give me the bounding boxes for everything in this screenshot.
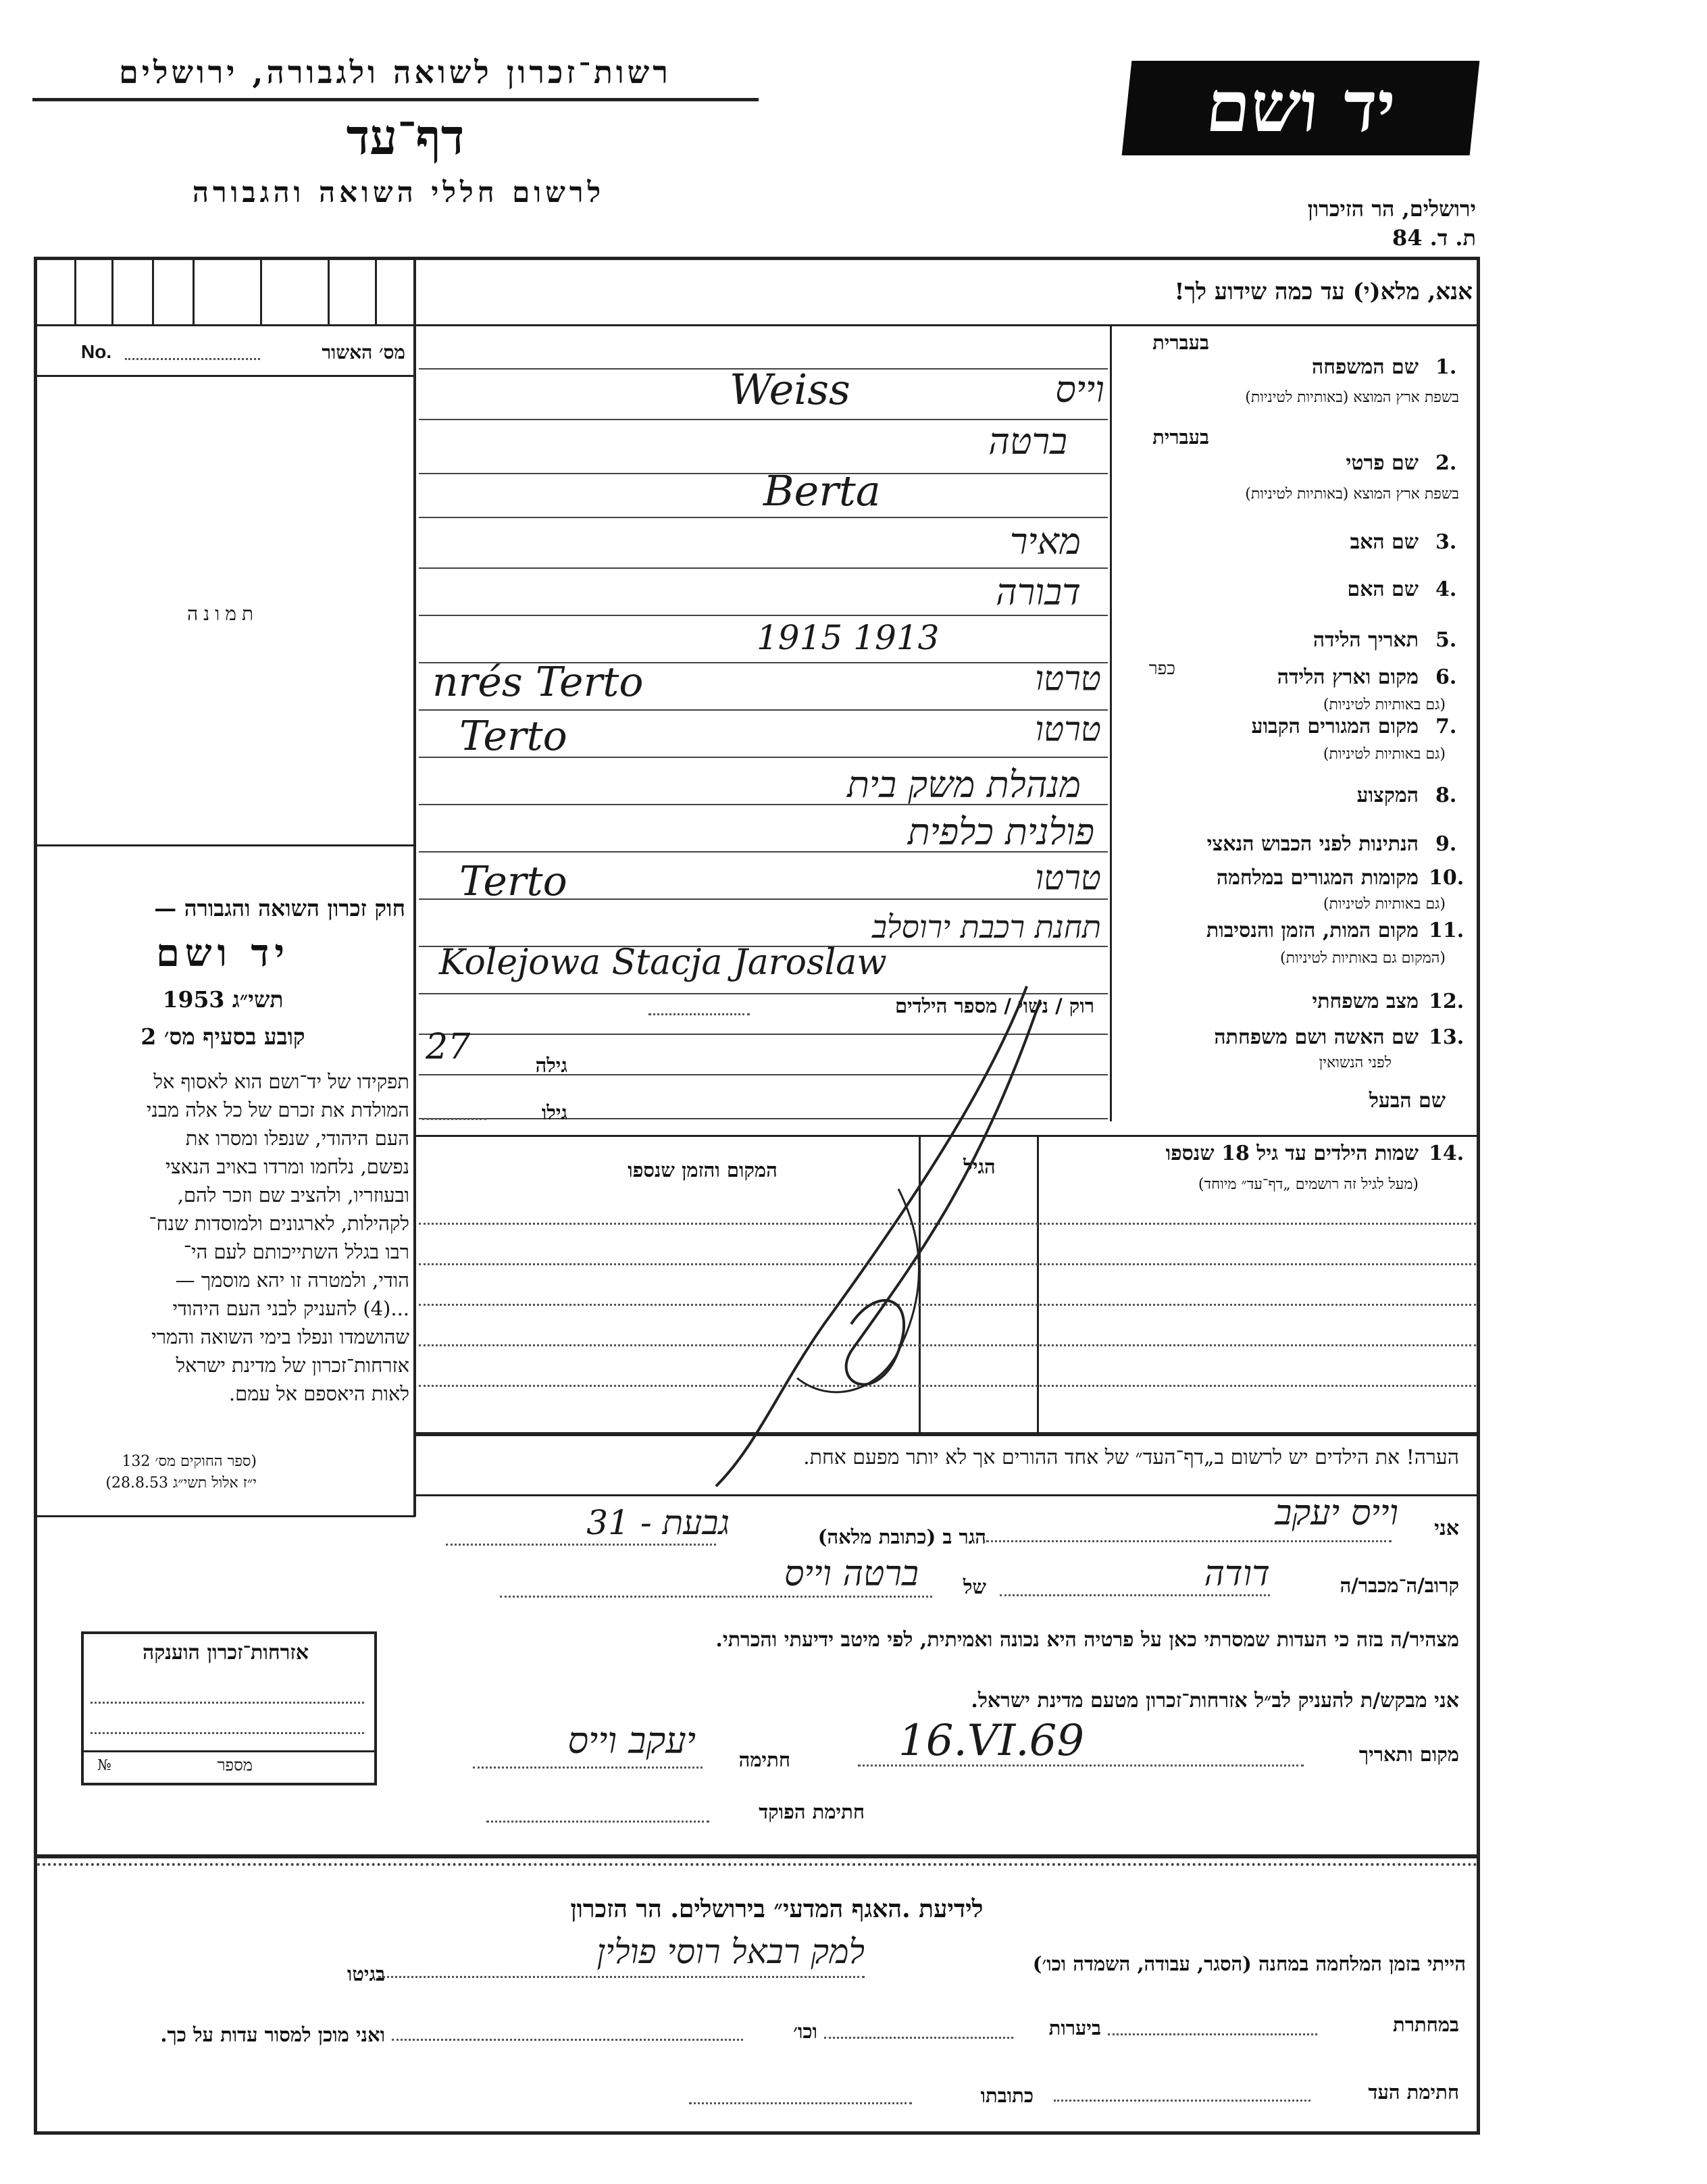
field-8-num: 8. xyxy=(1435,784,1457,807)
field-6-value-he[interactable]: טרטו xyxy=(1035,659,1101,698)
ready-text: ואני מוכן למסור עדות על כך. xyxy=(160,2023,385,2046)
left-column-divider xyxy=(413,260,416,1517)
field-11-num: 11. xyxy=(1429,919,1464,942)
instruction-rule xyxy=(413,324,1478,326)
photo-label: תמונה xyxy=(186,603,259,625)
address-line-1: ירושלים, הר הזיכרון xyxy=(1307,196,1476,222)
col-place-time: המקום והזמן שנספו xyxy=(628,1159,778,1182)
field-4-num: 4. xyxy=(1435,578,1457,601)
form-title: דף־עד xyxy=(346,108,465,166)
forest-label: ביערות xyxy=(1048,2016,1101,2039)
citizenship-no-label: מספר xyxy=(217,1756,253,1775)
field-2-he-tag: בעברית xyxy=(1152,426,1209,449)
husband-age-field[interactable] xyxy=(422,1118,486,1120)
field-9-num: 9. xyxy=(1435,832,1457,856)
citizenship-no-symbol: № xyxy=(97,1757,111,1774)
form-subtitle: לרשום חללי השואה והגבורה xyxy=(192,176,605,209)
officer-signature-field[interactable] xyxy=(486,1821,709,1823)
field-1-num: 1. xyxy=(1435,355,1457,379)
hiding-field[interactable] xyxy=(1108,2033,1317,2035)
field-10-value-latin[interactable]: Terto xyxy=(459,858,567,905)
field-3-num: 3. xyxy=(1435,530,1457,554)
law-title: חוק זכרון השואה והגבורה — xyxy=(154,895,405,921)
field-2-label: שם פרטי xyxy=(1346,451,1419,475)
field-3-label: שם האב xyxy=(1350,530,1419,554)
law-ref-1: (ספר החוקים מס׳ 132 xyxy=(122,1453,257,1470)
husband-age-label: גילו xyxy=(541,1101,567,1124)
office-code-boxes xyxy=(37,260,415,326)
declaration-request: אני מבקש/ת להעניק לב״ל אזרחות־זכרון מטעם מדינת ישראל. xyxy=(971,1689,1459,1712)
of-label: של xyxy=(963,1575,986,1598)
place-date-value[interactable]: 16.VI.69 xyxy=(898,1716,1085,1766)
field-1-he-tag: בעברית xyxy=(1152,331,1209,354)
field-11-value-latin[interactable]: Kolejowa Stacja Jaroslaw xyxy=(439,942,887,983)
law-bottom-rule xyxy=(37,1515,415,1517)
signature-value[interactable]: יעקב וייס xyxy=(567,1719,696,1762)
witness-signature-label: חתימת העד xyxy=(1368,2081,1459,2104)
address-line-2: ת. ד. 84 xyxy=(1392,225,1476,251)
col-age: הגיל xyxy=(963,1155,996,1178)
cert-no-field[interactable] xyxy=(125,358,260,360)
field-13-sub: לפני הנשואין xyxy=(1319,1055,1392,1071)
row-rule xyxy=(419,567,1108,569)
ghetto-label: בגיטו xyxy=(347,1962,385,1985)
signature-field xyxy=(473,1767,703,1769)
field-11-sub: (המקום גם באותיות לטיניות) xyxy=(1280,950,1446,967)
resides-value[interactable]: גבעת - 31 xyxy=(586,1503,730,1542)
field-9-value[interactable]: פולנית כלפית xyxy=(907,811,1094,853)
note-text: הערה! את הילדים יש לרשום ב„דף־העד״ של אחד ההורים אך לא יותר מפעם אחת. xyxy=(803,1446,1459,1469)
citizenship-box-title: אזרחות־זכרון הוענקה xyxy=(142,1641,309,1665)
field-14-label: שמות הילדים עד גיל 18 שנספו xyxy=(1165,1142,1419,1165)
law-year: תשי״ג 1953 xyxy=(162,986,284,1013)
field-6-label: מקום וארץ הלידה xyxy=(1277,665,1419,689)
field-7-value-latin[interactable]: Terto xyxy=(459,713,567,760)
husband-label: שם הבעל xyxy=(1369,1089,1446,1113)
law-ref-2: י״ז אלול תשי״ג 28.8.53) xyxy=(105,1475,257,1492)
cert-no-hebrew: מס׳ האשור xyxy=(322,341,405,363)
authority-name: רשות־זכרון לשואה ולגבורה, ירושלים xyxy=(119,54,671,91)
field-6-stamp: כפר xyxy=(1148,659,1175,679)
field-7-sub: (גם באותיות לטיניות) xyxy=(1323,746,1446,763)
field-5-num: 5. xyxy=(1435,628,1457,652)
field-10-label: מקומות המגורים במלחמה xyxy=(1216,866,1419,890)
field-4-value[interactable]: דבורה xyxy=(996,571,1081,613)
citizenship-box xyxy=(81,1631,377,1785)
field-6-sub: (גם באותיות לטיניות) xyxy=(1323,696,1446,713)
field-2-value-latin[interactable]: Berta xyxy=(763,466,881,515)
field-11-value-he[interactable]: תחנת רכבת ירוסלב xyxy=(871,909,1101,945)
cert-no-rule xyxy=(37,375,414,377)
header-rule xyxy=(32,98,759,101)
field-11-label: מקום המות, הזמן והנסיבות xyxy=(1206,919,1419,942)
wife-age-label: גילה xyxy=(535,1054,567,1077)
officer-signature-label: חתימת הפוקד xyxy=(759,1800,865,1823)
declarant-value[interactable]: וייס יעקב xyxy=(1275,1493,1398,1533)
law-clause: קובע בסעיף מס׳ 2 xyxy=(141,1023,305,1050)
signature-label: חתימה xyxy=(738,1748,790,1771)
field-13-label: שם האשה ושם משפחתה xyxy=(1214,1025,1419,1049)
field-1-value-latin[interactable]: Weiss xyxy=(730,365,850,414)
field-9-label: הנתינות לפני הכבוש הנאצי xyxy=(1206,832,1419,856)
declarant-label: אני xyxy=(1434,1517,1459,1540)
field-2-num: 2. xyxy=(1435,451,1457,475)
footer-dotted-rule xyxy=(37,1863,1478,1866)
relative-field xyxy=(1000,1594,1270,1596)
witness-address-field[interactable] xyxy=(689,2102,912,2104)
declarant-field xyxy=(986,1540,1392,1542)
law-text: תפקידו של יד־ושם הוא לאסוף אל המולדת את זכרם של כל אלה מבני העם היהודי, שנפלו ומסרו את נפשם, נלחמו ומרדו באויב הנאצי ובעוזריו, ולהציב שם וזכר להם, לקהילות, לארגונים ולמוסדות שנח־ רבו בגלל השתייכותם לעם הי־ הודי, ולמטרה זו יהא מוסמך — ...(4) להעניק לבני העם היהודי שהושמדו ונפלו בימי השואה והמרי אזרחות־זכרון של מדינת ישראל לאות היאספם אל עמם. xyxy=(146,1070,409,1405)
field-8-label: המקצוע xyxy=(1356,784,1419,807)
field-7-num: 7. xyxy=(1435,715,1457,738)
etc-field[interactable] xyxy=(392,2039,743,2041)
relative-label: קרוב/ה־מכבר/ה xyxy=(1340,1574,1459,1597)
footer-rule xyxy=(37,1854,1478,1858)
field-3-value[interactable]: מאיר xyxy=(1009,520,1081,563)
crossout-scribble xyxy=(676,973,1121,1500)
field-14-num: 14. xyxy=(1429,1142,1464,1165)
field-12-num: 12. xyxy=(1429,990,1464,1013)
frame-left xyxy=(34,257,37,2135)
frame-right xyxy=(1477,257,1480,2135)
of-value[interactable]: ברטה וייס xyxy=(784,1554,919,1594)
field-4-label: שם האם xyxy=(1347,578,1419,601)
forest-field[interactable] xyxy=(824,2037,1013,2039)
field-14-sub: (מעל לגיל זה רושמים „דף־עד״ מיוחד) xyxy=(1198,1176,1419,1193)
instruction-text: אנא, מלא(י) עד כמה שידוע לך! xyxy=(1174,278,1473,305)
relative-value[interactable]: דודה xyxy=(1204,1554,1270,1594)
hiding-label: במחתרת xyxy=(1393,2013,1459,2036)
row-rule xyxy=(419,615,1108,616)
field-1-value-he[interactable]: וייס xyxy=(1055,368,1104,411)
place-date-label: מקום ותאריך xyxy=(1358,1743,1459,1766)
resides-label: הגר ב (כתובת מלאה) xyxy=(817,1525,986,1548)
wartime-label: הייתי בזמן המלחמה במחנה (הסגר, עבודה, השמדה וכו׳) xyxy=(1032,1952,1466,1975)
field-1-sub: בשפת ארץ המוצא (באותיות לטיניות) xyxy=(1245,389,1459,406)
photo-rule xyxy=(37,844,414,846)
witness-address-label: כתובתו xyxy=(980,2084,1034,2107)
field-6-num: 6. xyxy=(1435,665,1457,689)
field-8-value[interactable]: מנהלת משק בית xyxy=(847,763,1081,806)
field-6-value-latin[interactable]: nrés Terto xyxy=(432,659,644,706)
place-date-field xyxy=(858,1764,1304,1767)
of-field xyxy=(500,1596,932,1598)
field-5-value[interactable]: 1915 1913 xyxy=(757,618,940,657)
field-2-value-he[interactable]: ברטה xyxy=(988,420,1067,463)
resides-field xyxy=(446,1544,716,1546)
law-name: יד ושם xyxy=(155,931,290,975)
field-10-num: 10. xyxy=(1429,866,1464,890)
field-2-sub: בשפת ארץ המוצא (באותיות לטיניות) xyxy=(1245,486,1459,503)
cert-no-label: No. xyxy=(81,341,112,362)
wartime-field xyxy=(378,1976,865,1978)
field-7-value-he[interactable]: טרטו xyxy=(1035,709,1101,748)
wartime-value[interactable]: למק רבאל רוסי פולין xyxy=(596,1932,865,1971)
field-1-label: שם המשפחה xyxy=(1311,355,1419,379)
etc-label: וכו׳ xyxy=(793,2020,817,2043)
yad-vashem-logo xyxy=(1122,61,1480,155)
logo-text: יד ושם xyxy=(1202,65,1400,148)
wife-age-value[interactable]: 27 xyxy=(426,1027,471,1067)
field-5-label: תאריך הלידה xyxy=(1313,628,1419,652)
field-12-label: מצב משפחתי xyxy=(1312,990,1419,1013)
field-13-num: 13. xyxy=(1429,1025,1464,1049)
row-rule xyxy=(419,517,1108,518)
field-12-value[interactable]: רוק / נשוי / מספר הילדים xyxy=(894,994,1094,1017)
field-10-value-he[interactable]: טרטו xyxy=(1035,858,1101,897)
field-7-label: מקום המגורים הקבוע xyxy=(1251,715,1419,738)
field-10-sub: (גם באותיות לטיניות) xyxy=(1323,896,1446,913)
witness-signature-field[interactable] xyxy=(1054,2100,1310,2102)
footer-heading: לידיעת .האגף המדעי״ בירושלים. הר הזכרון xyxy=(570,1895,984,1923)
frame-bottom xyxy=(34,2131,1480,2135)
declaration-statement: מצהיר/ה בזה כי העדות שמסרתי כאן על פרטיה היא נכונה ואמיתית, לפי מיטב ידיעתי והכרתי. xyxy=(715,1628,1459,1652)
